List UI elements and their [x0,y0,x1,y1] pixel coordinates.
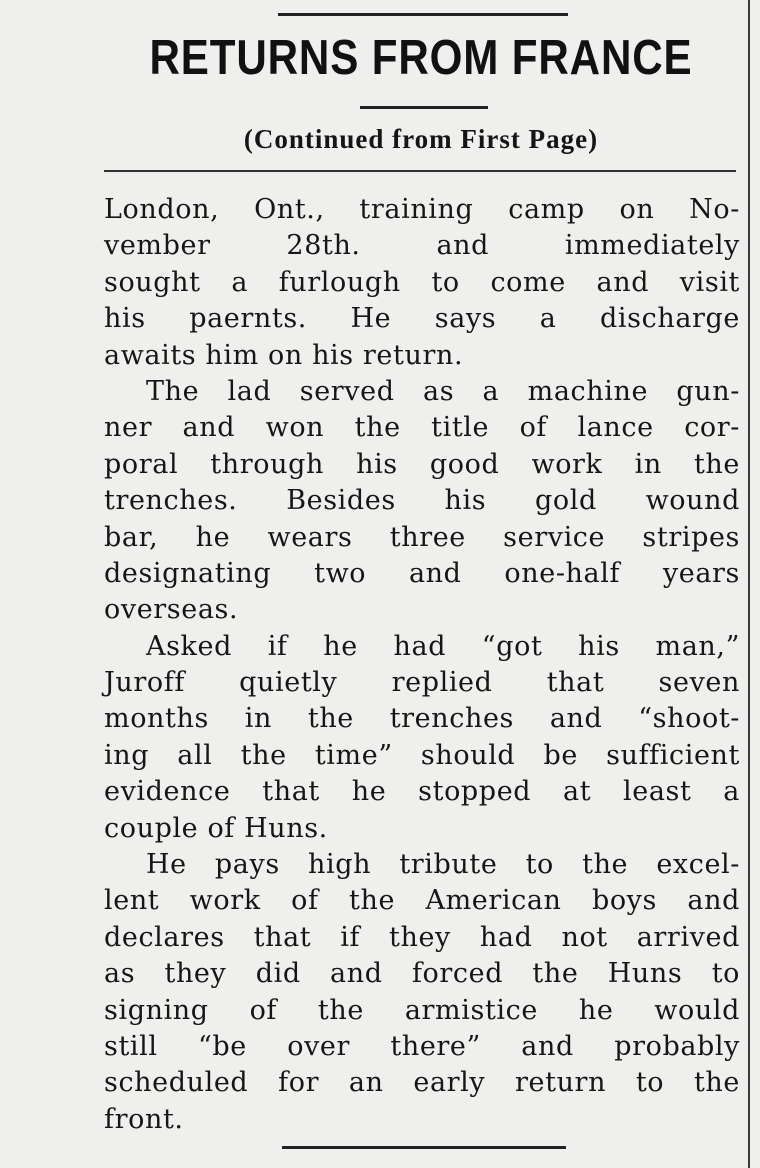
article-line: London, Ont., training camp on No- [104,194,740,225]
headline-divider [360,106,488,109]
article-line: declares that if they had not arrived [104,921,740,953]
article-line: designating two and one-half years [104,557,740,589]
article-line: trenches. Besides his gold wound [104,485,740,517]
article-line: Juroff quietly replied that seven [104,667,740,699]
subheadline: (Continued from First Page) [243,124,599,154]
article-line: Asked if he had “got his man,” [146,630,740,662]
article-line: overseas. [104,594,239,626]
article-line: He pays high tribute to the excel- [146,849,740,881]
article-body [104,192,740,1138]
article-line: evidence that he stopped at least a [104,776,740,808]
article-line: his paernts. He says a discharge [104,303,740,335]
top-divider [278,13,568,16]
article-line: ner and won the title of lance cor- [104,412,740,444]
article-line: as they did and forced the Huns to [104,958,740,990]
headline: RETURNS FROM FRANCE [149,31,693,85]
article-line: signing of the armistice he would [104,994,740,1026]
column-rule [748,0,750,1168]
article-line: vember 28th. and immediately [104,230,740,262]
article-line: ing all the time” should be sufficient [104,739,740,771]
bottom-divider [282,1146,566,1149]
article-line: lent work of the American boys and [104,885,740,917]
article-line: sought a furlough to come and visit [104,266,740,298]
article-line: bar, he wears three service stripes [104,521,740,553]
article-line: front. [104,1103,184,1135]
article-line: couple of Huns. [104,812,328,844]
article-line: scheduled for an early return to the [104,1067,740,1099]
article-line: still “be over there” and probably [104,1030,740,1062]
article-line: poral through his good work in the [104,448,740,480]
article-line: months in the trenches and “shoot- [104,703,740,735]
subhead-divider [104,170,736,172]
article-line: The lad served as a machine gun- [146,375,740,407]
article-line: awaits him on his return. [104,339,464,371]
